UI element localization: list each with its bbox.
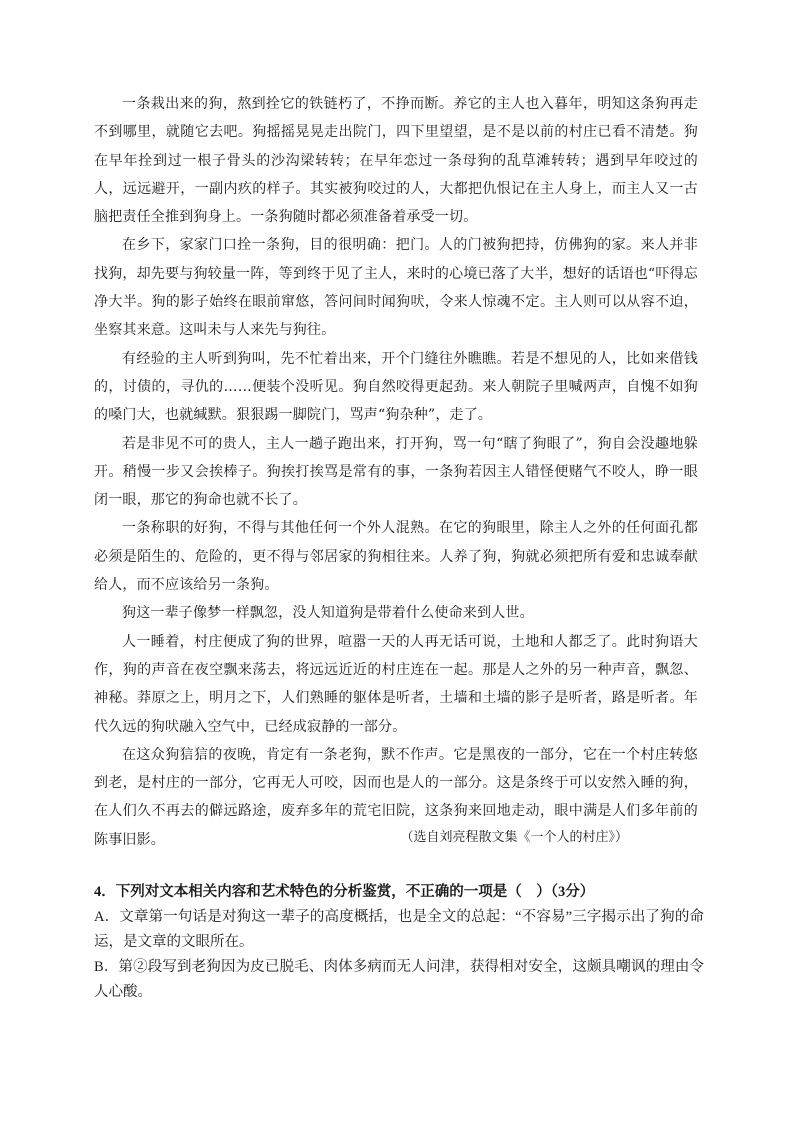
- paragraph: 一条称职的好狗，不得与其他任何一个外人混熟。在它的狗眼里，除主人之外的任何面孔都必须是陌生的、危险的，更不得与邻居家的狗相往来。人养了狗，狗就必须把所有爱和忠诚奉献给人，而不应该给另一条狗。: [94, 520, 698, 594]
- question-block: [94, 880, 704, 1005]
- essay-passage: [94, 90, 698, 854]
- option-a: A．文章第一句话是对狗这一辈子的高度概括，也是全文的总起：“不容易”三字揭示出了狗的命运，是文章的文眼所在。: [94, 909, 704, 950]
- paragraph: 一条栽出来的狗，熬到拴它的铁链朽了，不挣而断。养它的主人也入暮年，明知这条狗再走不到哪里，就随它去吧。狗摇摇晃晃走出院门，四下里望望，是不是以前的村庄已看不清楚。狗在早年拴到过一根子骨头的沙沟梁转转；在早年恋过一条母狗的乱草滩转转；遇到早年咬过的人，远远避开，一副内疚的样子。其实被狗咬过的人，大都把仇恨记在主人身上，而主人又一古脑把责任全推到狗身上。一条狗随时都必须准备着承受一切。: [94, 96, 698, 226]
- question-title: 4．下列对文本相关内容和艺术特色的分析鉴赏，不正确的一项是（ ）（3分）: [94, 884, 595, 900]
- paragraph: 若是非见不可的贵人，主人一趟子跑出来，打开狗，骂一句“瞎了狗眼了”，狗自会没趣地躲开。稍慢一步又会挨棒子。狗挨打挨骂是常有的事，一条狗若因主人错怪便赌气不咬人，睁一眼闭一眼，那它的狗命也就不长了。: [94, 435, 698, 509]
- paragraph: 人一睡着，村庄便成了狗的世界，喧嚣一天的人再无话可说，土地和人都乏了。此时狗语大作，狗的声音在夜空飘来荡去，将远远近近的村庄连在一起。那是人之外的另一种声音，飘忽、神秘。莽原之上，明月之下，人们熟睡的躯体是听者，土墙和土墙的影子是听者，路是听者。年代久远的狗吠融入空气中，已经成寂静的一部分。: [94, 633, 698, 735]
- option-b: B．第②段写到老狗因为皮已脱毛、肉体多病而无人问津，获得相对安全，这颇具嘲讽的理由令人心酸。: [94, 959, 704, 1000]
- paragraph: 在这众狗狺狺的夜晚，肯定有一条老狗，默不作声。它是黑夜的一部分，它在一个村庄转悠到老，是村庄的一部分，它再无人可咬，因而也是人的一部分。这是条终于可以安然入睡的狗，在人们久不再去的僻远路途，废弃多年的荒宅旧院，这条狗来回地走动，眼中满是人们多年前的陈事旧影。: [94, 746, 698, 848]
- paragraph: 有经验的主人听到狗叫，先不忙着出来，开个门缝往外瞧瞧。若是不想见的人，比如来借钱的，讨债的，寻仇的……便装个没听见。狗自然咬得更起劲。来人朝院子里喊两声，自愧不如狗的嗓门大，也就缄默。狠狠踢一脚院门，骂声“狗杂种”，走了。: [94, 350, 698, 424]
- source-citation: （选自刘亮程散文集《一个人的村庄》）: [400, 830, 628, 845]
- paragraph: 狗这一辈子像梦一样飘忽，没人知道狗是带着什么使命来到人世。: [122, 605, 534, 622]
- paragraph: 在乡下，家家门口拴一条狗，目的很明确：把门。人的门被狗把持，仿佛狗的家。来人并非找狗，却先要与狗较量一阵，等到终于见了主人，来时的心境已落了大半，想好的话语也“吓得忘净大半。狗的影子始终在眼前窜悠，答问间时闻狗吠，令来人惊魂不定。主人则可以从容不迫，坐察其来意。这叫未与人来先与狗往。: [94, 237, 698, 339]
